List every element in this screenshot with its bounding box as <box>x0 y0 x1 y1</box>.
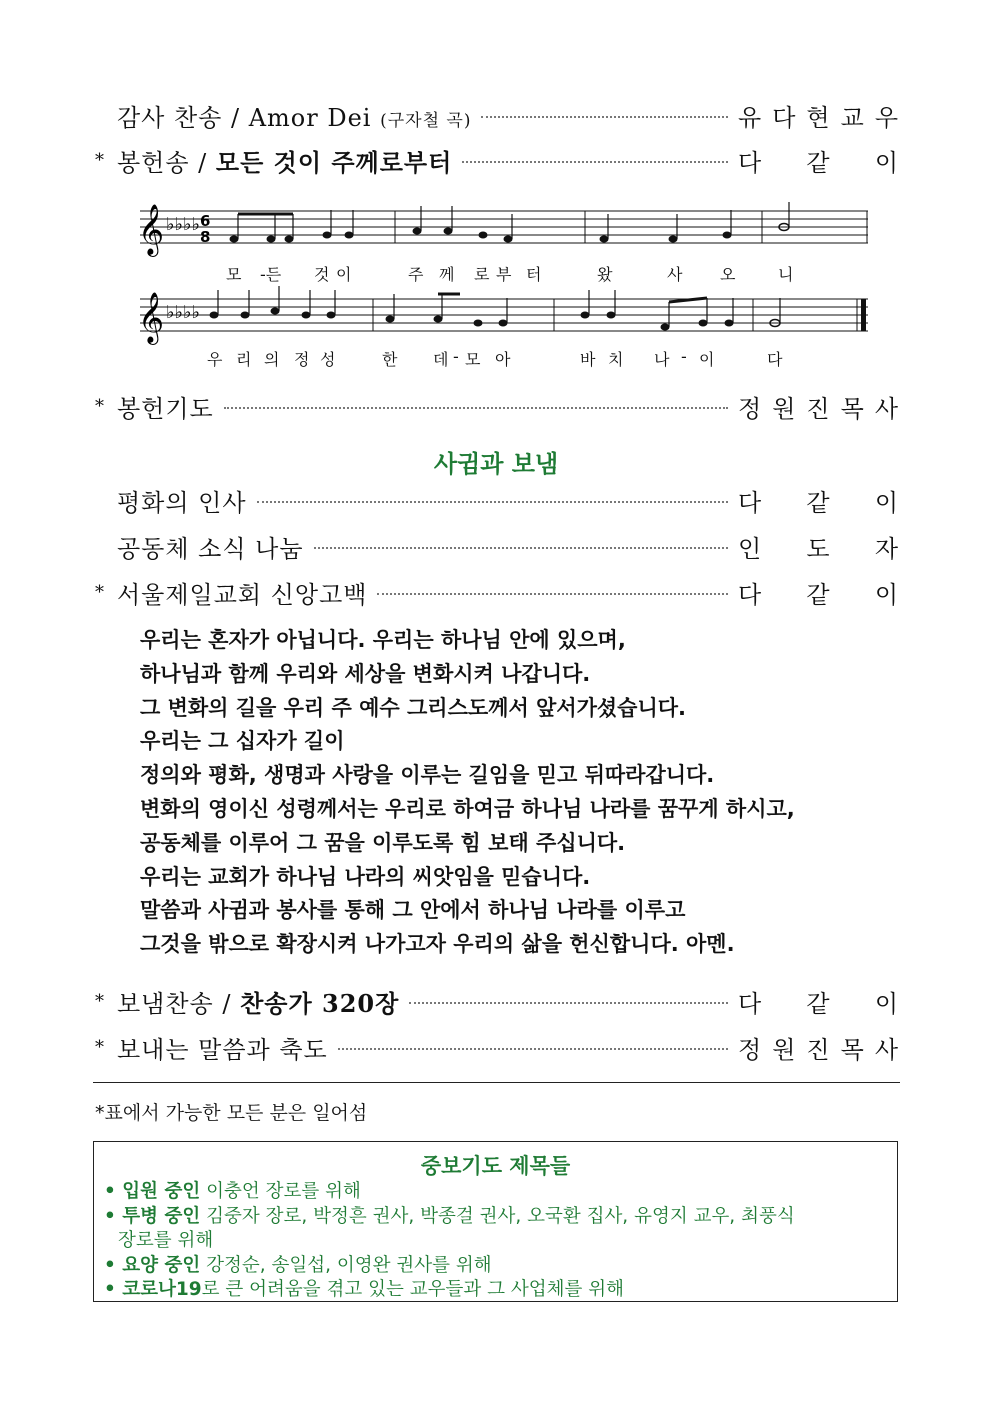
row-title-bold: 찬송가 320장 <box>240 988 400 1018</box>
lyric-syllable: 께 <box>439 265 455 284</box>
lyric-syllable: 것 <box>314 265 330 284</box>
row-performer <box>738 984 898 1019</box>
row-title-bold: 모든 것이 주께로부터 <box>215 148 453 177</box>
row-title-note: (구자철 곡) <box>380 110 472 131</box>
leader-dots <box>338 1048 728 1050</box>
row-performer <box>738 389 898 424</box>
lyric-syllable: 다 <box>767 350 783 369</box>
performer-char: 다 <box>738 488 762 517</box>
order-row-benediction <box>95 1029 898 1065</box>
lyric-syllable: 나 <box>654 350 670 369</box>
performer-char: 같 <box>806 580 830 609</box>
row-performer <box>738 143 898 178</box>
creed-line: 우리는 혼자가 아닙니다. 우리는 하나님 안에 있으며, <box>140 628 626 652</box>
creed-line: 정의와 평화, 생명과 사랑을 이루는 길임을 믿고 뒤따라갑니다. <box>140 763 715 788</box>
performer-char: 우 <box>874 103 898 132</box>
performer-char: 도 <box>806 534 830 563</box>
lyric-syllable: 터 <box>526 265 542 284</box>
lyric-syllable: 리 <box>236 350 252 369</box>
prayer-item: • 요양 중인 강정순, 송일섭, 이영완 권사를 위해 <box>104 1254 492 1276</box>
lyric-syllable: 데 <box>433 350 449 369</box>
order-row-sending-hymn <box>95 983 898 1019</box>
leader-dots <box>224 407 728 409</box>
prayer-item-text: 이충언 장로를 위해 <box>200 1181 361 1202</box>
lyric-syllable: -든 <box>260 265 282 284</box>
performer-char: 유 <box>738 103 762 132</box>
performer-char: 현 <box>806 103 830 132</box>
lyric-syllable: 정 <box>294 350 310 369</box>
lyric-syllable: 치 <box>608 350 624 369</box>
lyric-syllable: 주 <box>408 265 424 284</box>
creed-line: 말씀과 사귐과 봉사를 통해 그 안에서 하나님 나라를 이루고 <box>140 898 686 923</box>
star-marker: * <box>95 581 104 603</box>
prayer-box <box>93 1141 898 1302</box>
order-row-offertory-prayer <box>95 388 898 424</box>
lyric-syllable: 한 <box>382 350 398 369</box>
lyric-syllable: 부 <box>496 265 512 284</box>
performer-char: 진 <box>806 1035 830 1064</box>
svg-text:8: 8 <box>200 228 211 246</box>
star-marker: * <box>95 990 104 1012</box>
creed-line: 우리는 교회가 하나님 나라의 씨앗임을 믿습니다. <box>140 864 591 889</box>
performer-char: 다 <box>738 989 762 1018</box>
divider <box>93 1082 900 1083</box>
lyric-syllable: 사 <box>667 265 683 284</box>
row-performer <box>738 575 898 610</box>
prayer-item-text: 김중자 장로, 박정흔 권사, 박종걸 권사, 오국환 집사, 유영지 교우, 최풍식 <box>200 1205 795 1227</box>
performer-char: 사 <box>874 394 898 423</box>
performer-char: 목 <box>840 394 864 423</box>
lyric-syllable: 왔 <box>597 265 613 284</box>
prayer-item-label: 요양 중인 <box>122 1254 201 1276</box>
row-title: 평화의 인사 <box>117 488 247 517</box>
leader-dots <box>409 1002 728 1004</box>
order-row-peace-greeting <box>95 482 898 518</box>
performer-char: 진 <box>806 394 830 423</box>
performer-char: 이 <box>874 148 898 177</box>
performer-char: 같 <box>806 989 830 1018</box>
lyric-syllable: 성 <box>320 350 336 369</box>
performer-char: 교 <box>840 103 864 132</box>
creed-line: 그 변화의 길을 우리 주 예수 그리스도께서 앞서가셨습니다. <box>140 695 687 720</box>
creed-line: 하나님과 함께 우리와 세상을 변화시켜 나갑니다. <box>140 661 591 686</box>
section-title: 사귐과 보냄 <box>433 450 559 478</box>
prayer-item-label: 투병 중인 <box>122 1205 201 1227</box>
prayer-item-text: 강정순, 송일섭, 이영완 권사를 위해 <box>200 1254 492 1276</box>
performer-char: 이 <box>874 488 898 517</box>
notes-line1 <box>230 224 790 243</box>
star-marker: * <box>95 149 104 171</box>
prayer-item-label: 입원 중인 <box>122 1181 201 1202</box>
lyric-syllable: 우 <box>207 350 223 369</box>
lyric-syllable: 바 <box>580 350 596 369</box>
svg-text:𝄞: 𝄞 <box>138 292 165 343</box>
row-performer <box>738 1030 898 1065</box>
row-title: 공동체 소식 나눔 <box>117 534 304 563</box>
performer-char: 같 <box>806 488 830 517</box>
prayer-item-label: 코로나19 <box>122 1279 202 1300</box>
leader-dots <box>314 547 728 549</box>
performer-char: 다 <box>772 103 796 132</box>
row-title: 봉헌기도 <box>117 394 214 423</box>
prayer-item-continuation: 장로를 위해 <box>118 1230 214 1251</box>
performer-char: 목 <box>840 1035 864 1064</box>
performer-char: 다 <box>738 148 762 177</box>
row-title: 보내는 말씀과 축도 <box>117 1035 328 1064</box>
lyric-syllable: 모 <box>465 350 481 369</box>
prayer-box-title: 중보기도 제목들 <box>420 1154 571 1178</box>
performer-char: 정 <box>738 1035 762 1064</box>
lyric-syllable: - <box>681 347 687 366</box>
performer-char: 이 <box>874 989 898 1018</box>
leader-dots <box>462 161 728 163</box>
performer-char: 같 <box>806 148 830 177</box>
row-performer <box>738 483 898 518</box>
lyric-syllable: 의 <box>264 350 280 369</box>
lyric-syllable: - <box>453 347 459 366</box>
order-row-offertory-song <box>95 142 898 178</box>
performer-char: 다 <box>738 580 762 609</box>
performer-char: 인 <box>738 534 762 563</box>
row-title-text: 감사 찬송 / Amor Dei <box>117 103 372 132</box>
svg-text:♭♭♭♭: ♭♭♭♭ <box>166 302 200 323</box>
performer-char: 정 <box>738 394 762 423</box>
performer-char: 원 <box>772 394 796 423</box>
leader-dots <box>377 593 728 595</box>
row-title-text: 보냄찬송 / <box>117 989 241 1018</box>
order-row-creed <box>95 574 898 610</box>
order-row-thanksgiving-hymn <box>95 97 898 133</box>
svg-text:♭♭♭♭: ♭♭♭♭ <box>166 214 200 235</box>
svg-text:𝄞: 𝄞 <box>138 204 165 255</box>
row-performer <box>738 529 898 564</box>
row-performer <box>738 98 898 133</box>
prayer-item: • 코로나19로 큰 어려움을 겪고 있는 교우들과 그 사업체를 위해 <box>104 1279 624 1300</box>
leader-dots <box>257 501 728 503</box>
performer-char: 자 <box>874 534 898 563</box>
prayer-item: • 투병 중인 김중자 장로, 박정흔 권사, 박종걸 권사, 오국환 집사, 유영지 교우, 최풍식 <box>104 1205 795 1227</box>
creed-line: 그것을 밖으로 확장시켜 나가고자 우리의 삶을 헌신합니다. 아멘. <box>140 932 735 957</box>
performer-char: 원 <box>772 1035 796 1064</box>
star-marker: * <box>95 395 104 417</box>
order-row-community-news <box>95 528 898 564</box>
leader-dots <box>481 116 728 118</box>
creed-line: 우리는 그 십자가 길이 <box>140 729 345 754</box>
lyric-syllable: 니 <box>778 265 794 284</box>
prayer-item-text: 로 큰 어려움을 겪고 있는 교우들과 그 사업체를 위해 <box>201 1279 624 1300</box>
performer-char: 이 <box>874 580 898 609</box>
row-title <box>117 984 399 1019</box>
notes-line2 <box>210 308 781 331</box>
creed-line: 공동체를 이루어 그 꿈을 이루도록 힘 보태 주십니다. <box>140 830 626 855</box>
prayer-item: • 입원 중인 이충언 장로를 위해 <box>104 1181 361 1202</box>
row-title-text: 봉헌송 / <box>117 148 216 177</box>
lyric-syllable: 이 <box>699 350 715 369</box>
prayer-list <box>94 1180 897 1303</box>
svg-text:6: 6 <box>200 212 211 230</box>
lyric-syllable: 로 <box>474 265 490 284</box>
lyric-syllable: 아 <box>495 350 511 369</box>
performer-char: 사 <box>874 1035 898 1064</box>
lyric-syllable: 이 <box>336 265 352 284</box>
footnote: *표에서 가능한 모든 분은 일어섬 <box>95 1102 368 1124</box>
row-title: 서울제일교회 신앙고백 <box>117 580 368 609</box>
creed-line: 변화의 영이신 성령께서는 우리로 하여금 하나님 나라를 꿈꾸게 하시고, <box>140 796 795 821</box>
row-title <box>117 98 471 133</box>
creed-text <box>140 624 900 962</box>
time-signature <box>200 212 210 246</box>
star-marker: * <box>95 1036 104 1058</box>
lyric-syllable: 모 <box>226 265 242 284</box>
lyric-syllable: 오 <box>720 265 736 284</box>
row-title <box>117 143 452 178</box>
